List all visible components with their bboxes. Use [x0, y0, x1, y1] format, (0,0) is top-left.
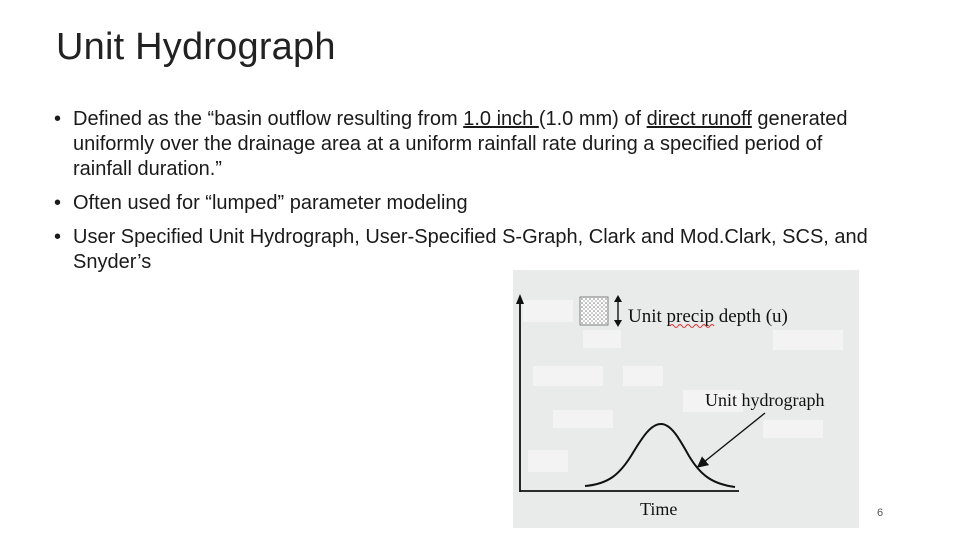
definition-underlined-direct-runoff: direct runoff: [646, 108, 752, 130]
bullet-item-methods: [54, 225, 884, 275]
bullet-text: User Specified Unit Hydrograph, User-Specified S-Graph, Clark and Mod.Clark, SCS, and Snyder’s: [73, 226, 868, 273]
definition-underlined-depth: 1.0 inch: [463, 108, 539, 130]
definition-text-1: Defined as the “basin outflow resulting from: [73, 108, 464, 130]
bullet-text: Often used for “lumped” parameter modeling: [73, 192, 468, 214]
definition-text-2: (1.0 mm) of: [538, 108, 647, 130]
hydrograph-label: Unit hydrograph: [705, 390, 825, 410]
bullet-list: [54, 107, 884, 284]
bullet-marker: •: [54, 226, 62, 248]
page-number: 6: [877, 507, 884, 519]
bullet-item-definition: [54, 107, 884, 182]
definition-text-3: generated uniformly over the drainage area at a uniform rainfall rate during a specified period of rainfall duration.”: [73, 108, 848, 180]
bullet-marker: •: [54, 108, 62, 130]
slide-title: Unit Hydrograph: [56, 26, 336, 68]
precip-label: Unit precip depth (u): [628, 306, 788, 327]
unit-hydrograph-figure: [513, 270, 859, 528]
hydrograph-diagram: [513, 270, 859, 528]
x-axis-label: Time: [640, 499, 678, 519]
bullet-marker: •: [54, 192, 62, 214]
bullet-item-lumped: [54, 191, 884, 216]
unit-precip-block: [580, 297, 608, 325]
